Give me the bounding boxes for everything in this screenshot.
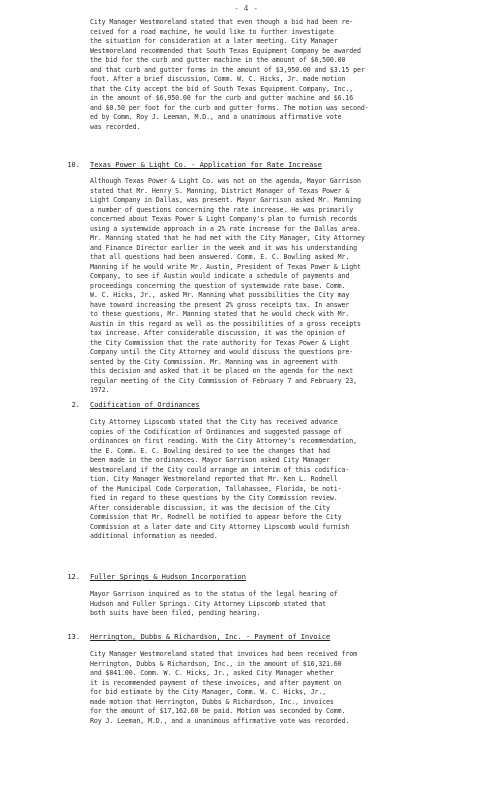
section-number: 12. [67, 573, 80, 581]
section-number: 2. [71, 401, 80, 409]
section-heading [0, 160, 460, 170]
section-heading [0, 572, 460, 582]
section-number: 10. [67, 161, 80, 169]
section-title: Herrington, Dubbs & Richardson, Inc. - Payment of Invoice [90, 633, 331, 641]
section-body: Mayor Garrison inquired as to the status of the legal hearing of Hudson and Fuller Springs. City Attorney Lipscomb stated that both suits have been filed, pending hearing. [90, 590, 338, 617]
section-title: Texas Power & Light Co. - Application for Rate Increase [90, 161, 322, 169]
section-heading [0, 632, 460, 642]
page-number: - 4 - [233, 4, 259, 13]
section-title: Fuller Springs & Hudson Incorporation [90, 573, 246, 581]
intro-paragraph: City Manager Westmoreland stated that even though a bid had been re- ceived for a road machine, he would like to further investigate the situation for consideration at a later meeting. City Manager Westmoreland recommended that South Texas Equipment Company be awarded the bid for the curb and gutter machine in the amount of $6,500.00 and that curb and gutter forms in the amount of $3,950.00 and $3.15 per foot. After a brief discussion, Comm. W. C. Hicks, Jr. made motion that the City accept the bid of South Texas Equipment Company, Inc., in the amount of $6,950.00 for the curb and gutter machine and $6.16 and $0.50 per foot for the curb and gutter forms. The motion was second- ed by Comm. Roy J. Leeman, M.D., and a unanimous affirmative vote was recorded. [90, 18, 369, 131]
section-heading [0, 400, 460, 410]
section-title: Codification of Ordinances [90, 401, 200, 409]
section-number: 13. [67, 633, 80, 641]
section-body: City Manager Westmoreland stated that invoices had been received from Herrington, Dubbs & Richardson, Inc., in the amount of $16,321.60 and $841.00. Comm. W. C. Hicks, Jr., asked City Manager whether it is recommended payment of these invoices, and after payment on for bid estimate by the City Manager, Comm. W. C. Hicks, Jr., made motion that Herrington, Dubbs & Richardson, Inc., invoices for the amount of $17,162.60 be paid. Motion was seconded by Comm. Roy J. Leeman, M.D., and a unanimous affirmative vote was recorded. [90, 650, 358, 725]
section-body: Although Texas Power & Light Co. was not on the agenda, Mayor Garrison stated that Mr. Henry S. Manning, District Manager of Texas Power & Light Company in Dallas, was present. Mayor Garrison asked Mr. Manning a number of questions concerning the rate increase. He was primarily concerned about Texas Power & Light Company's plan to furnish records using a systemwide approach in a 2% rate increase for the Dallas area. Mr. Manning stated that he had met with the City Manager, City Attorney and Finance Director earlier in the week and it was his understanding that all questions had been answered. Comm. E. C. Bowling asked Mr. Manning if he would write Mr. Austin, President of Texas Power & Light Company, to see if Austin would indicate a schedule of payments and proceedings concerning the question of systemwide rate base. Comm. W. C. Hicks, Jr., asked Mr. Manning what possibilities the City may have toward increasing the present 2% gross receipts tax. In answer to these questions, Mr. Manning stated that he would check with Mr. Austin in this regard as well as the possibilities of a gross receipts tax increase. After considerable discussion, it was the opinion of the City Commission that the rate authority for Texas Power & Light Company until the City Attorney and would discuss the questions pre- sented by the City Commission. Mr. Manning was in agreement with this decision and asked that it be placed on the agenda for the next regular meeting of the City Commission of February 7 and February 23, 1972. [90, 177, 365, 394]
section-body: City Attorney Lipscomb stated that the City has received advance copies of the Codification of Ordinances and suggested passage of ordinances on first reading. With the City Attorney's recommendation, the E. Comm. E. C. Bowling desired to see the changes that had been made in the ordinances. Mayor Garrison asked City Manager Westmoreland if the City could arrange an interim of this codifica- tion. City Manager Westmoreland reported that Mr. Ken L. Rodnell of the Municipal Code Corporation, Tallahassee, Florida, be noti- fied in regard to these questions by the City Commission review. After considerable discussion, it was the decision of the City Commission that Mr. Rodnell be notified to appear before the City Commission at a later date and City Attorney Lipscomb would furnish additional information as needed. [90, 418, 358, 540]
